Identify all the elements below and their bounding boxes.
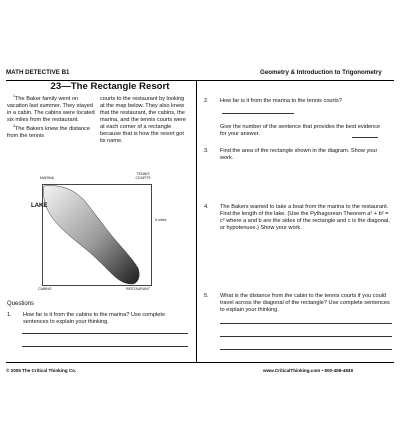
story-paragraph-1: $^1$The Baker family went on vacation last summer. They stayed in a cabin. The cabins were located six miles from the restaurant. — [7, 94, 95, 123]
map-label-marina: MARINA — [40, 176, 54, 180]
answer-line[interactable] — [22, 346, 188, 347]
header-book-title: MATH DETECTIVE B1 — [6, 69, 70, 76]
answer-line[interactable] — [222, 113, 294, 114]
header-subject: Geometry & Introduction to Trigonometry — [260, 69, 382, 76]
lake-shape — [42, 184, 152, 286]
story-paragraph-2: $^4$The Bakers knew the distance from the tennis — [7, 124, 90, 139]
footer-copyright: © 2005 The Critical Thinking Co. — [6, 368, 77, 373]
map-label-tennis-courts: TENNIS COURTS — [135, 172, 151, 180]
resort-map — [34, 172, 167, 292]
column-divider — [196, 81, 197, 362]
map-label-cabins: CABINS — [38, 287, 52, 291]
questions-heading: Questions — [7, 301, 35, 307]
footer-rule — [6, 362, 394, 363]
story-column-2 — [100, 96, 188, 147]
footer-website: www.CriticalThinking.com • 800-458-4849 — [263, 368, 354, 373]
lesson-title: 23—The Rectangle Resort — [50, 81, 170, 92]
answer-line-sentence-number[interactable] — [352, 137, 378, 138]
answer-line[interactable] — [220, 349, 392, 350]
map-label-lake: LAKE — [31, 203, 48, 209]
answer-line[interactable] — [22, 333, 188, 334]
answer-line[interactable] — [220, 336, 392, 337]
worksheet-page: MATH DETECTIVE B1 Geometry & Introduction to Trigonometry 23—The Rectangle Resort $^1$The Baker family went on vacation last summer. They stayed in a cabin. The cabins were located six miles from the restaurant. $^4$The Bakers knew the distance from the tennis courts to the restaurant by looking at the map below. They also knew that the restaurant, the cabins, the marina, and the tennis courts were at each corner of a rectangle because that is how the resort got its name. MARINA TENNIS COURTS 6 miles CABINS RESTAURANT LAKE Questions 1. How far is it from the cabins to the marina? Use complete sentences to explain your thinking. 2. How far is it from the marina to the tennis courts? Give the number of the sentence that provides the best evidence for your answer. 3. Find the area of the rectangle shown in the diagram. Show your work. 4. The Bakers wanted to take a boat from the marina to the restaurant. Find the length of the lake. (Use the Pythagorean Theorem a² + b² = c² where a and b are the sides of the rectangle and c is the diagonal, or hypotenuse.) Show your work. 5. What is the distance from the cabin to the tennis courts if you could travel across the diagonal of the rectangle? Use complete sentences to explain your thinking. © 2005 The Critical Thinking Co. www.CriticalThinking.com • 800-458-4849 — [0, 0, 400, 445]
story-column-1 — [7, 96, 95, 142]
answer-line[interactable] — [220, 323, 392, 324]
story-paragraph-3: courts to the restaurant by looking at the map below. They also knew that the restaurant, the cabins, the marina, and the tennis courts were at each corner of a rectangle because that is how the resort got its name. — [100, 96, 186, 144]
map-label-distance: 6 miles — [155, 218, 167, 222]
map-label-restaurant: RESTAURANT — [126, 287, 151, 291]
